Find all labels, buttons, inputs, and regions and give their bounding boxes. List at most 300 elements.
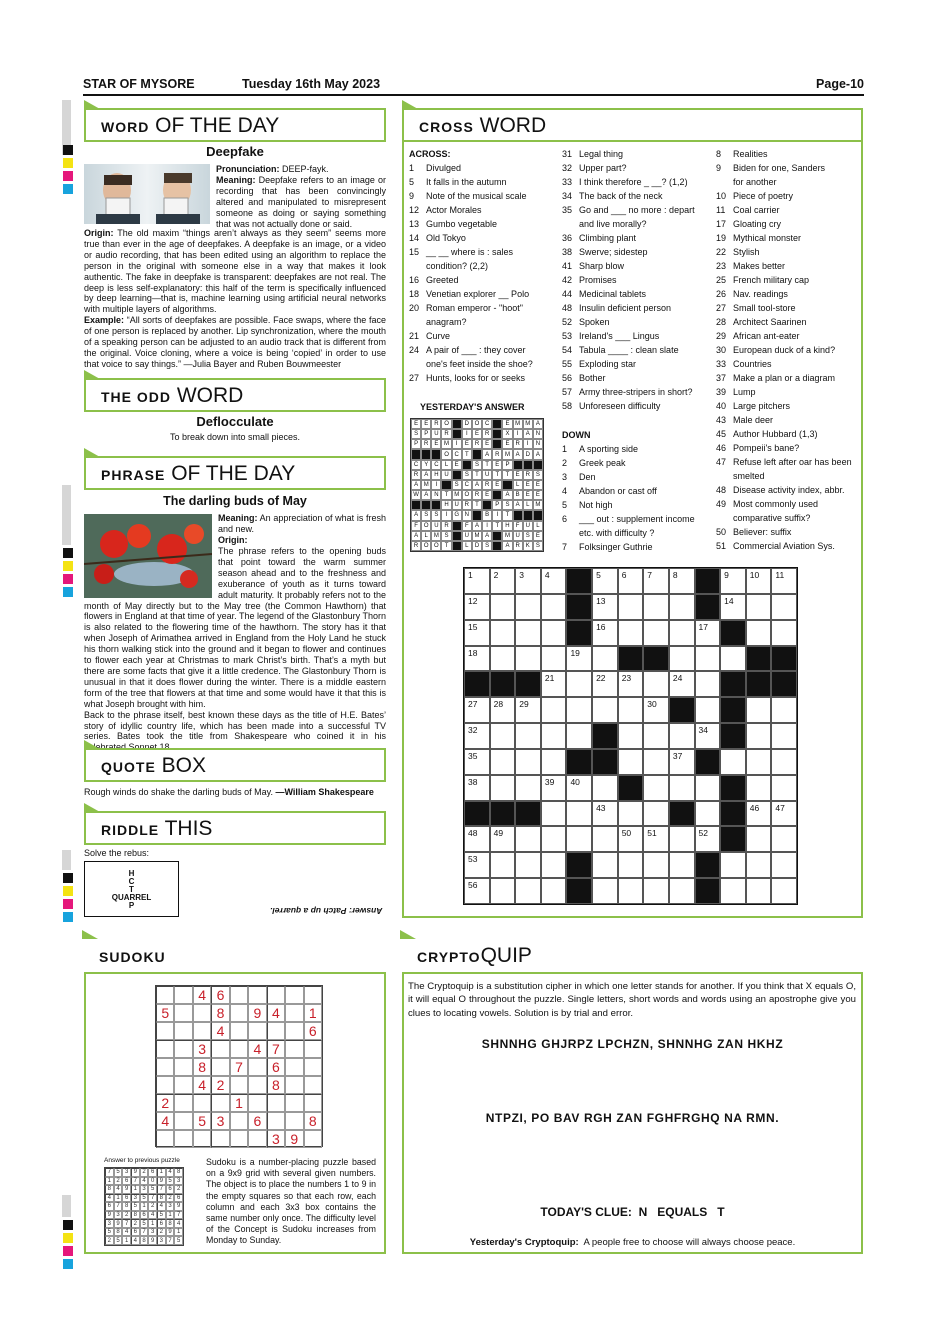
answer-cell: R: [482, 429, 492, 439]
black-cell: [695, 878, 721, 904]
clue-text: Ireland's ___ Lingus: [579, 331, 660, 341]
clue-text: A sporting side: [579, 444, 639, 454]
clue-number: 33: [562, 177, 573, 187]
black-cell: [720, 801, 746, 827]
answer-cell: 5: [114, 1168, 123, 1177]
grid-cell: [464, 775, 490, 801]
answer-cell: S: [431, 510, 441, 520]
clue-text: Coal carrier: [733, 205, 780, 215]
clue-text: It falls in the autumn: [426, 177, 507, 187]
sudoku-cell: [174, 1040, 192, 1058]
down-clues-col3: [716, 147, 852, 553]
answer-cell: 6: [131, 1228, 140, 1237]
clue-row: [716, 147, 852, 161]
clue-row: [716, 427, 852, 441]
answer-cell: R: [411, 470, 421, 480]
answer-cell: A: [472, 480, 482, 490]
deepfake-photo: [84, 164, 210, 224]
answer-cell: R: [492, 449, 502, 459]
clue-text: Venetian explorer __ Polo: [426, 289, 530, 299]
answer-cell: T: [482, 460, 492, 470]
clue-row: [409, 189, 533, 203]
grid-cell: [490, 852, 516, 878]
answer-cell: 5: [105, 1228, 114, 1237]
grid-cell: [643, 568, 669, 594]
clue-text: Folksinger Guthrie: [579, 542, 653, 552]
answer-cell: 8: [122, 1202, 131, 1211]
clue-text: Bother: [579, 373, 606, 383]
answer-cell: R: [411, 541, 421, 551]
banner-large: BOX: [155, 754, 206, 777]
answer-cell: [533, 510, 543, 520]
grid-cell: [771, 568, 797, 594]
gutter-bar: [62, 485, 71, 545]
clue-row: [562, 245, 695, 259]
grid-cell: [618, 878, 644, 904]
sudoku-cell: [211, 1040, 229, 1058]
answer-cell: S: [533, 541, 543, 551]
phrase-origin-part: [248, 535, 251, 545]
clue-number: 40: [716, 401, 727, 411]
clue-row: [716, 301, 852, 315]
quote-text: Rough winds do shake the darling buds of May.: [84, 787, 273, 797]
sudoku-cell: [267, 1112, 285, 1130]
clue-number: 27: [716, 303, 727, 313]
clue-number: 40: [570, 776, 580, 787]
answer-cell: [431, 500, 441, 510]
black-cell: [566, 620, 592, 646]
clue-text: Gloating cry: [733, 219, 782, 229]
answer-cell: [492, 419, 502, 429]
clue-text: Tabula ____ : clean slate: [579, 345, 679, 355]
grid-cell: [746, 697, 772, 723]
clue-text: Hunts, looks for or seeks: [426, 373, 526, 383]
clue-text: Divulged: [426, 163, 462, 173]
clue-text: Refuse left after oar has been: [733, 457, 852, 467]
answer-cell: A: [421, 470, 431, 480]
clue-text: Abandon or cast off: [579, 486, 657, 496]
clue-number: 55: [562, 359, 573, 369]
odd-word-definition: To break down into small pieces.: [169, 432, 301, 442]
banner-large: OF THE DAY: [165, 462, 296, 485]
clue-row: [716, 343, 852, 357]
clue-row: [562, 161, 695, 175]
sudoku-cell: [174, 1058, 192, 1076]
clue-number: 22: [716, 247, 727, 257]
clue-number: 38: [562, 247, 573, 257]
clue-text: Roman emperor - "hoot": [426, 303, 523, 313]
across-clues-col1: [409, 161, 533, 385]
phrase-back-text: Back to the phrase itself, best known these days as the title of H.E. Bates’ story of idyllic country life, which has been made into a successful TV series. Bates took the title from Shakespeare who coined it in his: [84, 709, 386, 742]
sudoku-cell: 1: [230, 1094, 248, 1112]
black-cell: [720, 826, 746, 852]
answer-cell: A: [482, 449, 492, 459]
grid-cell: [669, 671, 695, 697]
grid-cell: [464, 826, 490, 852]
cryptoquip-line1: SHNNHG GHJRPZ LPCHZN, SHNNHG ZAN HKHZ: [481, 1037, 784, 1051]
example-label: Example:: [84, 315, 125, 326]
answer-cell: 8: [166, 1219, 175, 1228]
answer-cell: E: [431, 439, 441, 449]
deepfake-photo-art: [84, 164, 210, 224]
clue-text: Makes better: [733, 261, 786, 271]
sudoku-banner: [84, 940, 386, 974]
answer-cell: 4: [105, 1194, 114, 1203]
grid-cell: [643, 801, 669, 827]
grid-cell: [695, 697, 721, 723]
grid-cell: [669, 749, 695, 775]
example-text: “All sorts of deepfakes are possible. Face swaps, where the face of one person is replaced by another. Lip synchronization, where the mouth of a speaking person can be adjusted to an audio track that is different from the original. Voice cloning, where a voice is being ‘copied’ in order to use that voice to say things.” —Julia Bayer and Ruben Bouwmeester: [84, 315, 386, 369]
rebus-box: [84, 861, 179, 917]
text-wrap-spacer: [84, 546, 218, 596]
answer-cell: R: [462, 500, 472, 510]
clue-number: 48: [562, 303, 573, 313]
sudoku-cell: [304, 1058, 322, 1076]
clue-number: 7: [647, 570, 653, 580]
sudoku-cell: [211, 1094, 229, 1112]
word-of-day-body: [84, 228, 386, 370]
clue-row: [409, 273, 533, 287]
answer-cell: A: [502, 490, 512, 500]
clue-row: [409, 245, 533, 259]
answer-cell: O: [462, 490, 472, 500]
answer-cell: [513, 460, 523, 470]
answer-cell: 2: [148, 1202, 157, 1211]
clue-row: [562, 498, 695, 512]
color-registration-marks: [63, 145, 73, 197]
grid-cell: [592, 697, 618, 723]
clue-number: 53: [562, 331, 573, 341]
clue-text: Large pitchers: [733, 401, 791, 411]
sudoku-cell: 4: [248, 1040, 266, 1058]
clue-number: 27: [468, 699, 478, 710]
clue-text: smelted: [733, 471, 765, 481]
grid-cell: [720, 852, 746, 878]
clue-row: [409, 329, 533, 343]
grid-cell: [618, 671, 644, 697]
black-cell: [618, 775, 644, 801]
answer-cell: A: [513, 500, 523, 510]
grid-cell: [541, 723, 567, 749]
cryptoquip-line2: NTPZI, PO BAV RGH ZAN FGHFRGHQ NA RMN.: [485, 1111, 780, 1125]
grid-cell: [746, 749, 772, 775]
color-registration-marks: [63, 548, 73, 600]
sudoku-cell: [267, 1094, 285, 1112]
answer-cell: S: [452, 480, 462, 490]
answer-cell: 3: [140, 1185, 149, 1194]
sudoku-cell: 5: [193, 1112, 211, 1130]
grid-cell: [771, 775, 797, 801]
answer-cell: M: [452, 490, 462, 500]
answer-cell: I: [441, 510, 451, 520]
black-cell: [771, 646, 797, 672]
clue-number: 46: [716, 443, 727, 453]
clue-number: 4: [562, 486, 568, 496]
answer-cell: 8: [140, 1236, 149, 1245]
black-cell: [695, 852, 721, 878]
answer-cell: S: [441, 531, 451, 541]
clue-text: comparative suffix?: [733, 513, 811, 523]
grid-cell: [541, 801, 567, 827]
across-label: ACROSS:: [409, 149, 451, 159]
clue-row: [409, 315, 533, 329]
clue-number: 13: [596, 595, 606, 606]
clue-row: [562, 399, 695, 413]
grid-cell: [771, 801, 797, 827]
answer-cell: 9: [174, 1202, 183, 1211]
clue-row: [716, 315, 852, 329]
clue-row: [562, 512, 695, 526]
answer-cell: U: [513, 531, 523, 541]
clue-number: 21: [409, 331, 420, 341]
answer-cell: 6: [166, 1185, 175, 1194]
answer-cell: E: [502, 419, 512, 429]
answer-cell: C: [431, 460, 441, 470]
sudoku-cell: [304, 1094, 322, 1112]
clue-row: [716, 441, 852, 455]
clue-row: [716, 455, 852, 469]
answer-cell: E: [492, 480, 502, 490]
clue-text: Army three-stripers in short?: [579, 387, 693, 397]
answer-cell: 6: [122, 1177, 131, 1186]
grid-cell: [669, 852, 695, 878]
answer-cell: 7: [122, 1219, 131, 1228]
clue-row: [562, 484, 695, 498]
clue-number: 34: [698, 725, 708, 736]
clue-number: 11: [775, 570, 785, 580]
answer-cell: 6: [157, 1219, 166, 1228]
clue-row: [562, 203, 695, 217]
clue-number: 38: [468, 776, 478, 787]
clue-number: 12: [409, 205, 420, 215]
sudoku-cell: [156, 1076, 174, 1094]
odd-word-banner: [84, 378, 386, 412]
answer-cell: 1: [148, 1219, 157, 1228]
grid-cell: [566, 826, 592, 852]
clue-number: 19: [570, 647, 580, 658]
answer-cell: H: [502, 521, 512, 531]
sudoku-cell: [211, 1130, 229, 1148]
sudoku-cell: [193, 1130, 211, 1148]
answer-cell: A: [472, 521, 482, 531]
clue-number: 19: [716, 233, 727, 243]
grid-cell: [771, 878, 797, 904]
answer-cell: 8: [131, 1211, 140, 1220]
clue-number: 5: [596, 570, 601, 580]
grid-cell: [515, 723, 541, 749]
answer-cell: [492, 531, 502, 541]
answer-cell: R: [472, 439, 482, 449]
grid-cell: [464, 594, 490, 620]
answer-cell: 2: [122, 1211, 131, 1220]
answer-cell: E: [421, 419, 431, 429]
grid-cell: [618, 620, 644, 646]
answer-cell: O: [441, 449, 451, 459]
answer-cell: A: [482, 531, 492, 541]
grid-cell: [643, 594, 669, 620]
answer-cell: [492, 439, 502, 449]
grid-cell: [464, 697, 490, 723]
word-of-day-intro: [216, 164, 386, 229]
grid-cell: [592, 775, 618, 801]
clue-row: [716, 175, 852, 189]
clue-text: __ __ where is : sales: [426, 247, 514, 257]
grid-cell: [592, 801, 618, 827]
grid-cell: [490, 723, 516, 749]
answer-cell: P: [502, 460, 512, 470]
answer-cell: L: [441, 460, 451, 470]
answer-cell: C: [482, 419, 492, 429]
answer-cell: 6: [174, 1194, 183, 1203]
sudoku-cell: [285, 1040, 303, 1058]
clue-text: Small tool-store: [733, 303, 796, 313]
clue-text: I think therefore _ __? (1,2): [579, 177, 688, 187]
quote-author: —William Shakespeare: [272, 787, 374, 797]
sudoku-cell: [248, 1076, 266, 1094]
answer-cell: 7: [166, 1236, 175, 1245]
answer-cell: M: [472, 531, 482, 541]
grid-cell: [515, 646, 541, 672]
grid-cell: [515, 697, 541, 723]
clue-row: [716, 469, 852, 483]
answer-cell: S: [462, 470, 472, 480]
clue-row: [716, 483, 852, 497]
clue-row: [409, 287, 533, 301]
answer-cell: 2: [131, 1219, 140, 1228]
clue-row: [716, 399, 852, 413]
grid-cell: [618, 852, 644, 878]
clue-row: [716, 357, 852, 371]
answer-cell: W: [411, 490, 421, 500]
clue-number: 49: [493, 828, 504, 839]
clue-number: 25: [716, 275, 727, 285]
clue-row: [562, 231, 695, 245]
answer-cell: O: [441, 419, 451, 429]
clue-text: Gumbo vegetable: [426, 219, 498, 229]
clue-row: [562, 470, 695, 484]
yesterday-cryptoquip: [402, 1237, 863, 1248]
clue-number: 49: [716, 499, 727, 509]
grid-cell: [643, 671, 669, 697]
grid-cell: [746, 568, 772, 594]
grid-cell: [669, 826, 695, 852]
answer-cell: 7: [105, 1168, 114, 1177]
pron-label: Pronunciation:: [216, 164, 280, 174]
clue-row: [562, 147, 695, 161]
clue-row: [409, 231, 533, 245]
grid-cell: [566, 723, 592, 749]
answer-cell: O: [421, 541, 431, 551]
answer-cell: A: [523, 429, 533, 439]
grid-cell: [643, 775, 669, 801]
answer-cell: F: [411, 521, 421, 531]
grid-cell: [695, 775, 721, 801]
answer-cell: E: [492, 460, 502, 470]
answer-cell: A: [533, 419, 543, 429]
answer-cell: I: [431, 480, 441, 490]
grid-cell: [541, 775, 567, 801]
grid-cell: [771, 826, 797, 852]
answer-cell: M: [441, 439, 451, 449]
answer-cell: 4: [148, 1211, 157, 1220]
answer-cell: L: [533, 521, 543, 531]
black-cell: [771, 671, 797, 697]
grid-cell: [618, 594, 644, 620]
sudoku-cell: [267, 1022, 285, 1040]
clue-number: 23: [621, 673, 632, 684]
grid-cell: [695, 826, 721, 852]
crossword-grid: [463, 567, 798, 905]
answer-cell: A: [411, 531, 421, 541]
answer-cell: E: [462, 439, 472, 449]
grid-cell: [695, 801, 721, 827]
sudoku-cell: [285, 1004, 303, 1022]
clue-number: 53: [468, 854, 478, 865]
answer-cell: S: [533, 470, 543, 480]
answer-cell: O: [421, 521, 431, 531]
answer-cell: T: [472, 470, 482, 480]
answer-cell: 4: [140, 1177, 149, 1186]
clue-text: Old Tokyo: [426, 233, 466, 243]
answer-cell: M: [513, 419, 523, 429]
grid-cell: [669, 646, 695, 672]
answer-cell: R: [523, 470, 533, 480]
answer-cell: 1: [105, 1177, 114, 1186]
grid-cell: [541, 646, 567, 672]
answer-cell: [492, 541, 502, 551]
answer-cell: [502, 480, 512, 490]
answer-cell: N: [533, 439, 543, 449]
clue-row: [409, 175, 533, 189]
clue-text: Author Hubbard (1,3): [733, 429, 818, 439]
clue-row: [409, 203, 533, 217]
clue-text: for another: [733, 177, 777, 187]
cryptoquip-clue: TODAY'S CLUE: N EQUALS T: [540, 1205, 725, 1219]
answer-cell: 5: [114, 1236, 123, 1245]
clue-text: Medicinal tablets: [579, 289, 647, 299]
clue-text: Curve: [426, 331, 451, 341]
sudoku-cell: [193, 1022, 211, 1040]
black-cell: [490, 801, 516, 827]
phrase-body: [84, 546, 386, 753]
answer-cell: [452, 429, 462, 439]
rebus-word: QUARREL: [111, 893, 152, 902]
clue-row: [562, 385, 695, 399]
phrase-origin-text: The phrase refers to the opening buds that point toward the warm summer season ahead and to the freshness and exuberance of youth as it turns toward adult maturity. It probably refers not to the month of May directly but to the May tree (the Common Hawthorn) that flowers in England at that time of year. The legend of the Glastonbury Thorn is also related to the flowering time of the hawthorn. The story has it that when Joseph of Arimathea arrived in England from the Holy Land he stuck his thorn walking stick into the ground and it began to flower and continues to flower each year at Christmas to mark Christ’s birth. That’s a myth but there are some facts that give it a little credence. The Glastonbury Thorn is unusual in that it does flower during the winter. There is a middle eastern form of the tree that flowers at that time and some would have it that this is what Joseph brought with him.: [84, 546, 386, 709]
answer-cell: S: [502, 500, 512, 510]
grid-cell: [464, 646, 490, 672]
clue-number: 5: [562, 500, 568, 510]
clue-row: [562, 315, 695, 329]
grid-cell: [541, 826, 567, 852]
answer-cell: 9: [148, 1236, 157, 1245]
grid-cell: [643, 723, 669, 749]
grid-cell: [669, 723, 695, 749]
black-cell: [566, 852, 592, 878]
sudoku-cell: 3: [267, 1130, 285, 1148]
answer-cell: 9: [166, 1228, 175, 1237]
answer-cell: E: [523, 480, 533, 490]
grid-cell: [643, 697, 669, 723]
black-cell: [566, 878, 592, 904]
sudoku-cell: [285, 1094, 303, 1112]
riddle-banner: [84, 811, 386, 845]
black-cell: [515, 801, 541, 827]
answer-cell: L: [513, 480, 523, 490]
quote-line: [84, 787, 386, 797]
answer-cell: 5: [140, 1219, 149, 1228]
grid-cell: [464, 723, 490, 749]
